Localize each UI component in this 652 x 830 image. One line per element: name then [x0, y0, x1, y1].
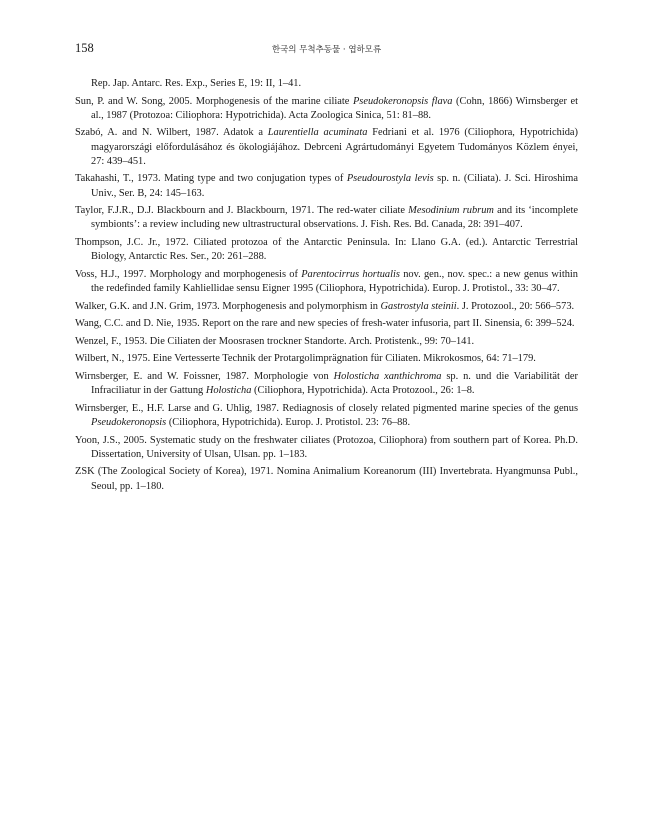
taxon-name: Parentocirrus hortualis	[301, 268, 400, 280]
reference-entry	[75, 172, 578, 200]
taxon-name: Gastrostyla steinii	[380, 300, 457, 312]
reference-text: (Ciliophora, Hypotrichida). Europ. J. Protistol. 23: 76–88.	[166, 416, 411, 428]
reference-text: Rep. Jap. Antarc. Res. Exp., Series E, 19: II, 1–41.	[91, 78, 302, 89]
reference-text: Wang, C.C. and D. Nie, 1935. Report on the rare and new species of fresh-water infusoria, part II. Sinensia, 6: 399–524.	[75, 318, 575, 330]
reference-entry	[75, 95, 578, 123]
taxon-name: Holosticha	[205, 385, 252, 397]
reference-text: sp. n. und die Variabilität der Infraciliatur in der Gattung	[91, 370, 578, 397]
reference-text: . J. Protozool., 20: 566–573.	[456, 300, 575, 312]
reference-text: (Ciliophora, Hypotrichida). Acta Protozool., 26: 1–8.	[251, 385, 475, 397]
reference-entry	[75, 352, 578, 366]
reference-entry	[75, 204, 578, 232]
taxon-name: Mesodinium rubrum	[408, 205, 494, 217]
reference-text: Thompson, J.C. Jr., 1972. Ciliated protozoa of the Antarctic Peninsula. In: Llano G.A. (ed.). Antarctic Terrestrial Biology, Antarctic Res. Ser., 20: 261–288.	[75, 236, 578, 263]
reference-text: and its ‘incomplete symbionts’: a review including new ultrastructural observations. J. Fish. Res. Bd. Canada, 28: 391–407.	[91, 205, 578, 231]
taxon-name: Pseudokeronopsis flava	[352, 95, 453, 107]
reference-text: Taylor, F.J.R., D.J. Blackbourn and J. Blackbourn, 1971. The red-water ciliate	[75, 205, 409, 217]
reference-text: Wirnsberger, E. and W. Foissner, 1987. Morphologie von	[75, 370, 334, 382]
reference-text: Takahashi, T., 1973. Mating type and two conjugation types of	[75, 173, 347, 185]
reference-list	[75, 77, 578, 497]
reference-text: Yoon, J.S., 2005. Systematic study on the freshwater ciliates (Protozoa, Ciliophora) from southern part of Korea. Ph.D. Dissertation, University of Ulsan, Ulsan. pp. 1–183.	[75, 434, 578, 460]
taxon-name: Holosticha xanthichroma	[333, 370, 442, 382]
taxon-name: Pseudokeronopsis	[91, 416, 167, 428]
reference-text: Fedriani et al. 1976 (Ciliophora, Hypotrichida) magyarországi előfordulásához és ökologiájához. Debrceni Agrártudományi Egyetem Tudományos Közlem ényei, 27: 439–451.	[91, 127, 578, 167]
reference-text: (Cohn, 1866) Wirnsberger et al., 1987 (Protozoa: Ciliophora: Hypotrichida). Acta Zoologica Sinica, 51: 81–88.	[91, 95, 579, 121]
reference-entry	[75, 300, 578, 314]
reference-text: nov. gen., nov. spec.: a new genus within the redefinded family Kahliellidae sensu Eigner 1995 (Ciliophora, Hypotrichida). Europ. J. Protistol., 33: 30–47.	[91, 268, 578, 294]
reference-text: Sun, P. and W. Song, 2005. Morphogenesis of the marine ciliate	[75, 95, 353, 107]
reference-entry	[75, 236, 578, 264]
reference-entry	[75, 335, 578, 349]
reference-entry	[91, 77, 578, 91]
reference-text: Szabó, A. and N. Wilbert, 1987. Adatok a	[75, 127, 268, 139]
running-title: 한국의 무척추동물 · 엽하모류	[271, 45, 382, 55]
reference-text: Wilbert, N., 1975. Eine Vertesserte Technik der Protargolimprägnation für Ciliaten. Mikrokosmos, 64: 71–179.	[75, 353, 536, 365]
reference-entry	[75, 434, 578, 462]
reference-entry	[75, 402, 578, 430]
reference-text: sp. n. (Ciliata). J. Sci. Hiroshima Univ., Ser. B, 24: 145–163.	[91, 173, 578, 199]
reference-entry	[75, 465, 578, 493]
taxon-name: Pseudourostyla levis	[346, 173, 434, 185]
reference-entry	[75, 126, 578, 169]
page-number: 158	[75, 41, 94, 55]
reference-entry	[75, 317, 578, 331]
reference-text: Voss, H.J., 1997. Morphology and morphogenesis of	[75, 268, 302, 280]
reference-entry	[75, 370, 578, 398]
reference-text: Walker, G.K. and J.N. Grim, 1973. Morphogenesis and polymorphism in	[75, 300, 381, 312]
reference-text: Wenzel, F., 1953. Die Ciliaten der Moosrasen trockner Standorte. Arch. Protistenk., 99: 70–141.	[75, 335, 475, 347]
taxon-name: Laurentiella acuminata	[267, 127, 368, 139]
reference-entry	[75, 268, 578, 296]
reference-text: ZSK (The Zoological Society of Korea), 1971. Nomina Animalium Koreanorum (III) Invertebrata. Hyangmunsa Publ., Seoul, pp. 1–180.	[75, 466, 578, 492]
reference-text: Wirnsberger, E., H.F. Larse and G. Uhlig, 1987. Rediagnosis of closely related pigmented marine species of the genus	[75, 402, 578, 414]
page-header	[75, 41, 578, 57]
